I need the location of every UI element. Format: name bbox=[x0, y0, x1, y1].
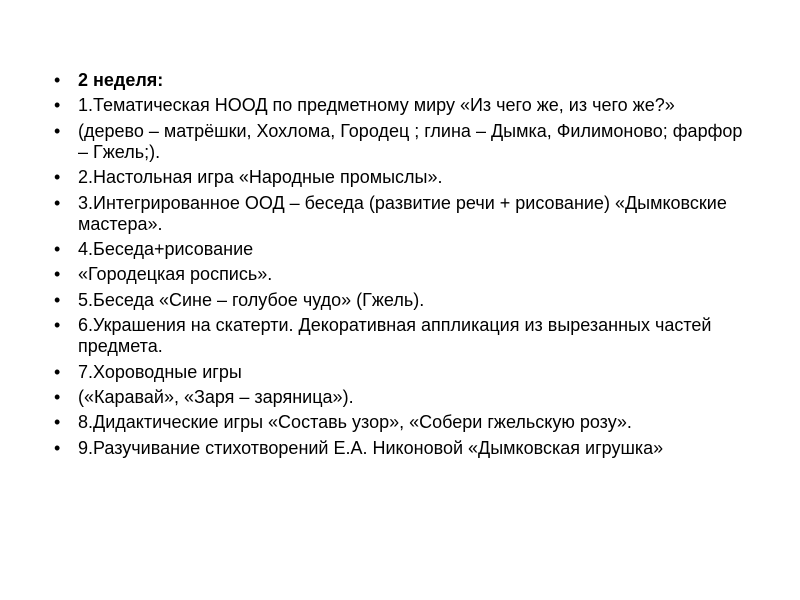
bullet-icon: • bbox=[54, 412, 61, 433]
list-item-text: («Каравай», «Заря – заряница»). bbox=[78, 386, 354, 407]
list-item-text: (дерево – матрёшки, Хохлома, Городец ; глина – Дымка, Филимоново; фарфор – Гжель;). bbox=[78, 120, 743, 162]
bullet-icon: • bbox=[54, 361, 61, 382]
bullet-icon: • bbox=[54, 264, 61, 285]
list-item bbox=[54, 167, 754, 188]
list-item-text: 6.Украшения на скатерти. Декоративная аппликация из вырезанных частей предмета. bbox=[78, 315, 712, 357]
bullet-icon: • bbox=[54, 437, 61, 458]
bullet-icon: • bbox=[54, 192, 61, 213]
list-item-text: 9.Разучивание стихотворений Е.А. Никоновой «Дымковская игрушка» bbox=[78, 437, 664, 458]
list-item bbox=[54, 95, 754, 116]
list-item-text: 8.Дидактические игры «Составь узор», «Собери гжельскую розу». bbox=[78, 412, 632, 433]
list-item bbox=[54, 239, 754, 260]
list-item-text: 2.Настольная игра «Народные промыслы». bbox=[78, 167, 443, 188]
list-item-text: 4.Беседа+рисование bbox=[78, 238, 254, 259]
list-item bbox=[54, 387, 754, 408]
list-item-text: 7.Хороводные игры bbox=[78, 361, 242, 382]
bullet-icon: • bbox=[54, 70, 61, 90]
list-item bbox=[54, 315, 754, 357]
list-item bbox=[54, 193, 754, 235]
list-item-text: 3.Интегрированное ООД – беседа (развитие речи + рисование) «Дымковские мастера». bbox=[78, 192, 727, 234]
list-item bbox=[54, 264, 754, 285]
list-item-text: 2 неделя: bbox=[78, 70, 164, 90]
bullet-icon: • bbox=[54, 120, 61, 141]
bullet-icon: • bbox=[54, 167, 61, 188]
list-item bbox=[54, 362, 754, 383]
bullet-icon: • bbox=[54, 95, 61, 116]
list-item bbox=[54, 121, 754, 163]
bullet-icon: • bbox=[54, 238, 61, 259]
list-item bbox=[54, 70, 754, 91]
list-item bbox=[54, 412, 754, 433]
bullet-icon: • bbox=[54, 315, 61, 336]
list-item bbox=[54, 290, 754, 311]
list-item bbox=[54, 438, 754, 459]
bullet-list bbox=[54, 70, 754, 463]
list-item-text: 5.Беседа «Сине – голубое чудо» (Гжель). bbox=[78, 289, 425, 310]
list-item-text: 1.Тематическая НООД по предметному миру «Из чего же, из чего же?» bbox=[78, 95, 675, 116]
bullet-icon: • bbox=[54, 386, 61, 407]
list-item-text: «Городецкая роспись». bbox=[78, 264, 273, 285]
bullet-icon: • bbox=[54, 289, 61, 310]
